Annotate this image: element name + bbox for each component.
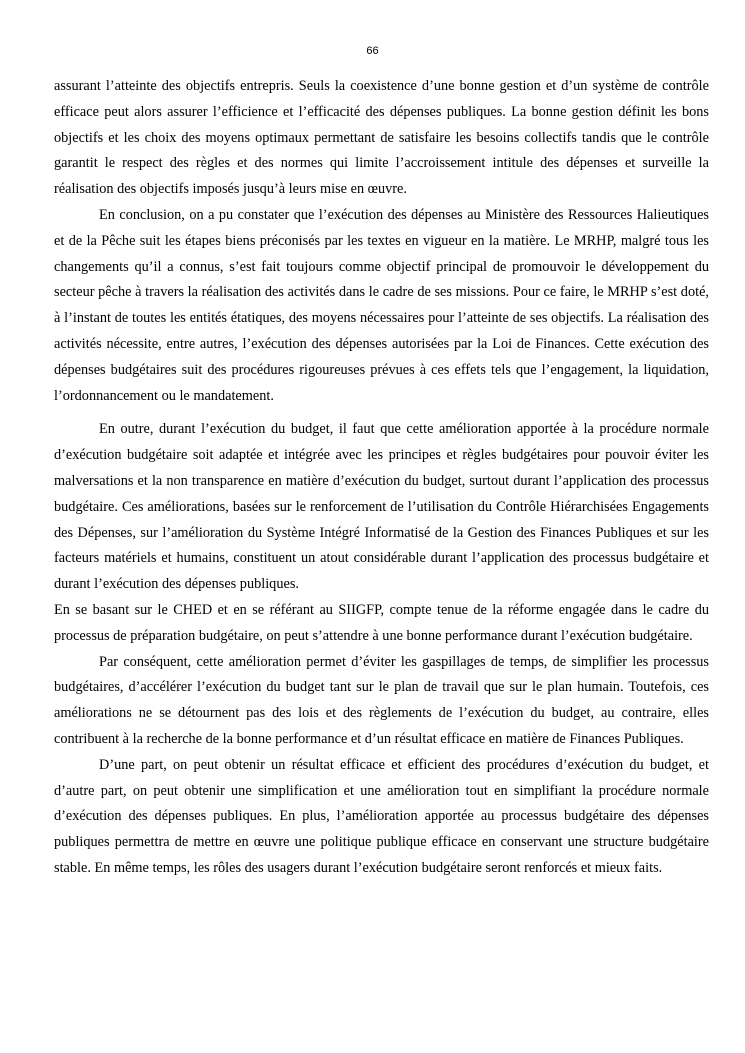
body-text: [54, 74, 709, 882]
paragraph-continuation: assurant l’atteinte des objectifs entrepris. Seuls la coexistence d’une bonne gestion et d’un système de contrôle efficace peut alors assurer l’efficience et l’efficacité des dépenses publiques. La bonne gestion définit les bons objectifs et les choix des moyens optimaux permettant de satisfaire les besoins collectifs tandis que le contrôle garantit le respect des règles et des normes qui limite l’accroissement intitule des dépenses et surveille la réalisation des objectifs imposés jusqu’à leurs mise en œuvre.: [54, 78, 709, 198]
paragraph-d-une-part: D’une part, on peut obtenir un résultat efficace et efficient des procédures d’exécution du budget, et d’autre part, on peut obtenir une simplification et une amélioration tout en simplifiant la procédure normale d’exécution des dépenses publiques. En plus, l’amélioration apportée au processus budgétaire des dépenses publiques permettra de mettre en œuvre une politique publique efficace en conservant une structure budgétaire stable. En même temps, les rôles des usagers durant l’exécution budgétaire seront renforcés et mieux faits.: [54, 756, 709, 876]
paragraph-ched-siigfp: En se basant sur le CHED et en se référant au SIIGFP, compte tenue de la réforme engagée dans le cadre du processus de préparation budgétaire, on peut s’attendre à une bonne performance durant l’exécution budgétaire.: [54, 601, 709, 644]
paragraph-conclusion: En conclusion, on a pu constater que l’exécution des dépenses au Ministère des Ressources Halieutiques et de la Pêche suit les étapes biens préconisés par les textes en vigueur en la matière. Le MRHP, malgré tous les changements qu’il a connus, s’est fait toujours comme objectif principal de promouvoir le développement du secteur pêche à travers la réalisation des activités dans le cadre de ses missions. Pour ce faire, le MRHP s’est doté, à l’instant de toutes les entités étatiques, des moyens nécessaires pour l’atteinte de ses objectifs. La réalisation des activités nécessite, entre autres, l’exécution des dépenses autorisées par la Loi de Finances. Cette exécution des dépenses budgétaires suit des procédures rigoureuses prévues à ces effets tels que l’engagement, la liquidation, l’ordonnancement ou le mandatement.: [54, 206, 709, 404]
paragraph-en-outre: En outre, durant l’exécution du budget, il faut que cette amélioration apportée à la procédure normale d’exécution budgétaire soit adaptée et intégrée avec les principes et règles budgétaires pour pouvoir éviter les malversations et la non transparence en matière d’exécution du budget, surtout durant l’application des processus budgétaire. Ces améliorations, basées sur le renforcement de l’utilisation du Contrôle Hiérarchisées Engagements des Dépenses, sur l’amélioration du Système Intégré Informatisé de la Gestion des Finances Publiques et sur les facteurs matériels et humains, constituent un atout considérable durant l’application des processus budgétaire et durant l’exécution des dépenses publiques.: [54, 421, 709, 593]
paragraph-par-consequent: Par conséquent, cette amélioration permet d’éviter les gaspillages de temps, de simplifier les processus budgétaires, d’accélérer l’exécution du budget tant sur le plan de travail que sur le plan humain. Toutefois, ces améliorations ne se détournent pas des lois et des règlements de l’exécution du budget, au contraire, elles contribuent à la recherche de la bonne performance et d’un résultat efficace en matière de Finances Publiques.: [54, 653, 709, 747]
page-number: 66: [366, 45, 379, 57]
